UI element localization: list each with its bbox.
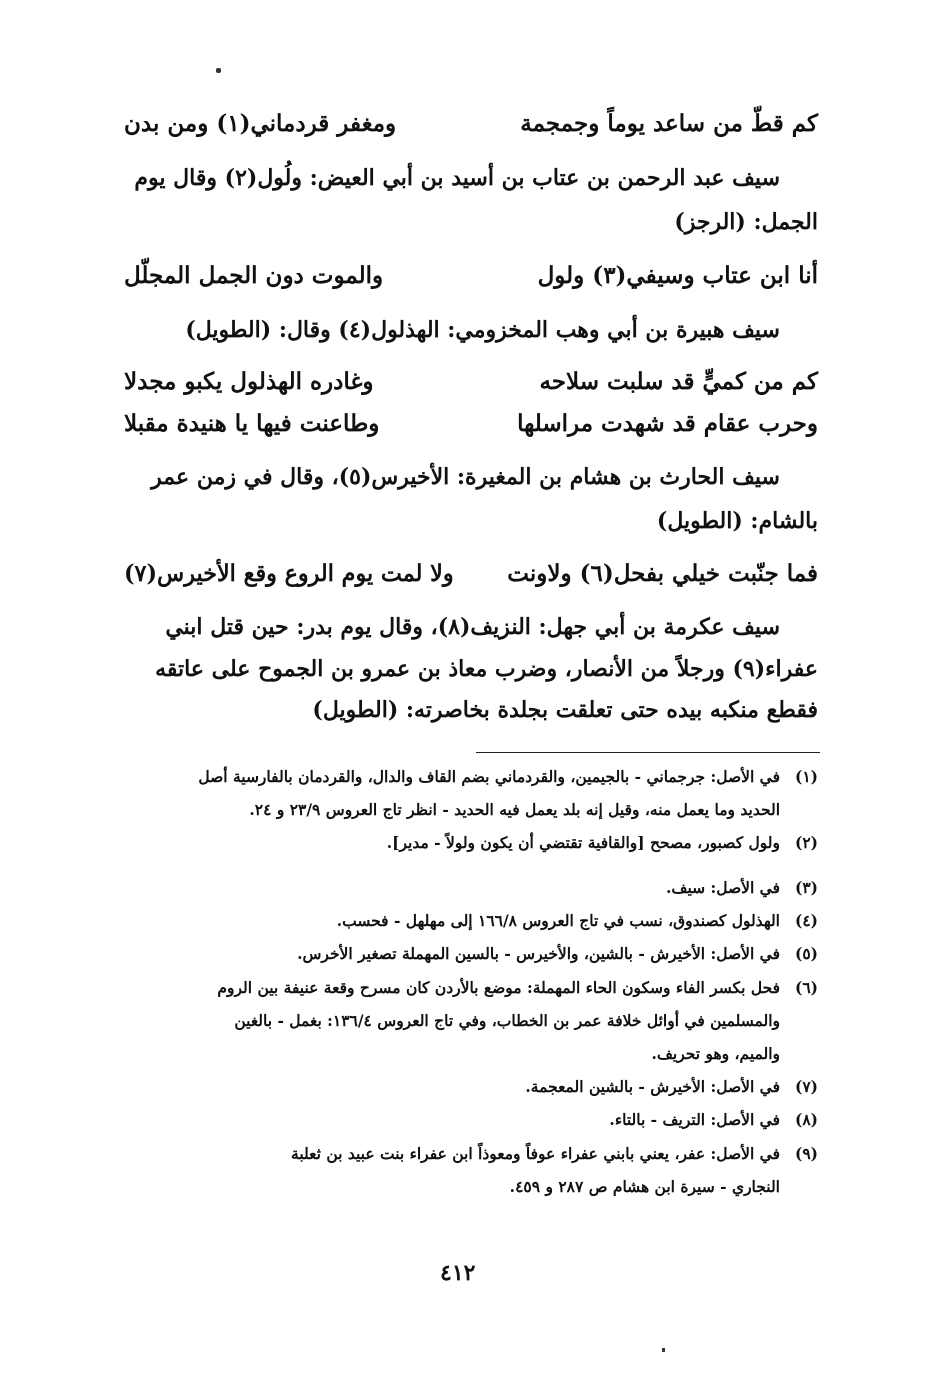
prose-line: سيف عبد الرحمن بن عتاب بن أسيد بن أبي العيض: ولُول(٢) وقال يوم [134,165,780,191]
ink-speck [662,1348,665,1352]
page-number: ٤١٢ [440,1260,476,1286]
prose-line: فقطع منكبه بيده حتى تعلقت بجلدة بخاصرته: (الطويل) [312,697,818,723]
footnote-line: في الأصل: عفر، يعني بابني عفراء عوفاً ومعوذاً ابن عفراء بنت عبيد بن ثعلبة [291,1144,780,1163]
footnote-line: في الأصل: سيف. [666,878,780,897]
footnote-separator [476,752,820,753]
prose-line: سيف هبيرة بن أبي وهب المخزومي: الهذلول(٤) وقال: (الطويل) [185,317,780,343]
verse-4-left-hemistich: وطاعنت فيها يا هنيدة مقبلا [124,410,380,437]
footnote-line: ولول كصبور، مصحح [والقافية تقتضي أن يكون ولولاً - مدير]. [386,833,780,852]
footnote-number: (٧) [794,1077,818,1096]
prose-line: عفراء(٩) ورجلاً من الأنصار، وضرب معاذ بن عمرو بن الجموح على عاتقه [155,656,818,682]
verse-2-right-hemistich: أنا ابن عتاب وسيفي(٣) ولول [537,262,818,289]
verse-1-left-hemistich: ومغفر قردماني(١) ومن بدن [124,110,397,137]
prose-line: سيف الحارث بن هشام بن المغيرة: الأخيرس(٥)، وقال في زمن عمر [151,464,780,490]
verse-5-left-hemistich: ولا لمت يوم الروع وقع الأخيرس(٧) [124,560,454,587]
footnote-line: في الأصل: الأخيرش - بالشين المعجمة. [525,1077,780,1096]
footnote-number: (٨) [794,1110,818,1129]
footnote-line: في الأصل: جرجماني - بالجيمين، والقردماني بضم القاف والدال، والقردمان بالفارسية أصل [198,767,780,786]
verse-5-right-hemistich: فما جنّبت خيلي بفحل(٦) ولاونت [507,560,818,587]
ink-speck [216,68,221,73]
footnote-number: (٦) [794,978,818,997]
verse-1-right-hemistich: كم قطّ من ساعد يوماً وجمجمة [520,110,818,137]
prose-line: بالشام: (الطويل) [656,508,818,534]
footnote-line: الحديد وما يعمل منه، وقيل إنه بلد يعمل فيه الحديد - انظر تاج العروس ٢٣/٩ و ٢٤. [249,800,780,819]
footnote-line: في الأصل: التريف - بالتاء. [609,1110,780,1129]
footnote-number: (٥) [794,944,818,963]
footnote-number: (٣) [794,878,818,897]
footnote-number: (١) [794,767,818,786]
footnote-number: (٤) [794,911,818,930]
verse-3-left-hemistich: وغادره الهذلول يكبو مجدلا [124,368,374,395]
footnote-number: (٩) [794,1144,818,1163]
footnote-line: والمسلمين في أوائل خلافة عمر بن الخطاب، وفي تاج العروس ١٣٦/٤: بغمل - بالغين [234,1011,780,1030]
prose-line: الجمل: (الرجز) [674,209,818,235]
footnote-line: فحل بكسر الفاء وسكون الحاء المهملة: موضع بالأردن كان مسرح وقعة عنيفة بين الروم [217,978,780,997]
footnote-line: في الأصل: الأخيرش - بالشين، والأخيرس - بالسين المهملة تصغير الأخرس. [297,944,780,963]
footnote-line: الهذلول كصندوق، نسب في تاج العروس ١٦٦/٨ إلى مهلهل - فحسب. [336,911,780,930]
verse-3-right-hemistich: كم من كميٍّ قد سلبت سلاحه [539,368,818,395]
prose-line: سيف عكرمة بن أبي جهل: النزيف(٨)، وقال يوم بدر: حين قتل ابني [165,614,780,640]
verse-4-right-hemistich: وحرب عقام قد شهدت مراسلها [517,410,818,437]
footnote-line: والميم، وهو تحريف. [651,1044,780,1063]
footnote-number: (٢) [794,833,818,852]
verse-2-left-hemistich: والموت دون الجمل المجلّل [124,262,384,289]
footnote-line: النجاري - سيرة ابن هشام ص ٢٨٧ و ٤٥٩. [509,1177,780,1196]
